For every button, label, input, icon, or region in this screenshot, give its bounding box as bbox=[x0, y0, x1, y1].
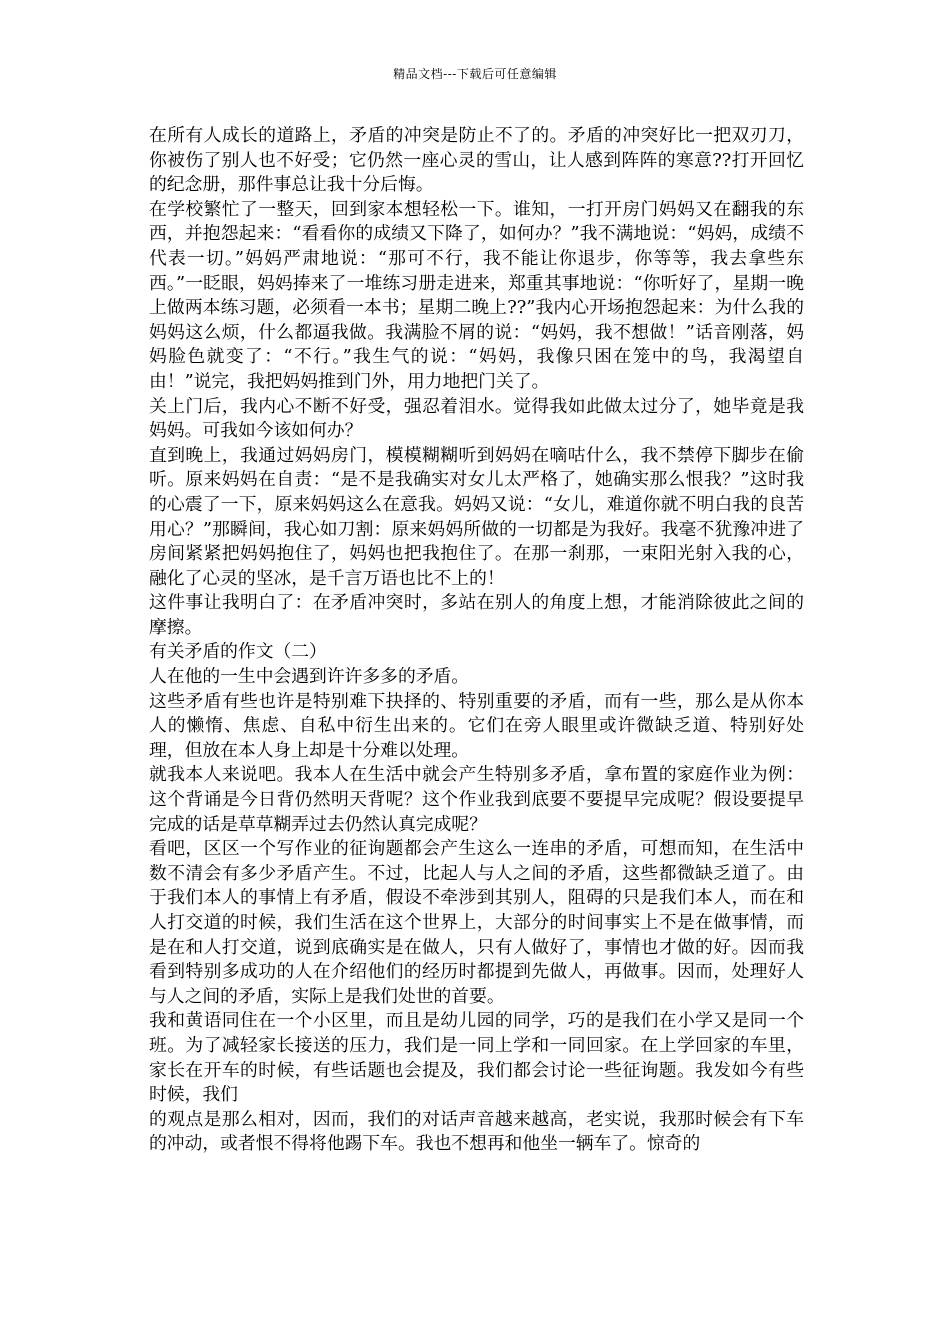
page-header: 精品文档---下载后可任意编辑 bbox=[393, 67, 557, 81]
paragraph: 关上门后，我内心不断不好受，强忍着泪水。觉得我如此做太过分了，她毕竟是我妈妈。可我如今该如何办？ bbox=[149, 395, 804, 442]
paragraph: 看吧，区区一个写作业的征询题都会产生这么一连串的矛盾，可想而知，在生活中数不清会有多少矛盾产生。不过，比起人与人之间的矛盾，这些都微缺乏道了。由于我们本人的事情上有矛盾，假设不牵涉到其别人，阻碍的只是我们本人，而在和人打交道的时候，我们生活在这个世界上，大部分的时间事实上不是在做事情，而是在和人打交道，说到底确实是在做人，只有人做好了，事情也才做的好。因而我看到特别多成功的人在介绍他们的经历时都提到先做人，再做事。因而，处理好人与人之间的矛盾，实际上是我们处世的首要。 bbox=[149, 838, 804, 1007]
paragraph: 人在他的一生中会遇到许许多多的矛盾。 bbox=[149, 666, 470, 688]
section-heading: 有关矛盾的作文（二） bbox=[149, 641, 327, 663]
paragraph: 直到晚上，我通过妈妈房门，模模糊糊听到妈妈在嘀咕什么，我不禁停下脚步在偷听。原来妈妈在自责：“是不是我确实对女儿太严格了，她确实那么恨我？”这时我的心震了一下，原来妈妈这么在意我。妈妈又说：“女儿，难道你就不明白我的良苦用心？”那瞬间，我心如刀割：原来妈妈所做的一切都是为我好。我毫不犹豫冲进了房间紧紧把妈妈抱住了，妈妈也把我抱住了。在那一刹那，一束阳光射入我的心，融化了心灵的坚冰，是千言万语也比不上的！ bbox=[149, 444, 804, 589]
document-body bbox=[149, 124, 804, 1157]
paragraph: 在所有人成长的道路上，矛盾的冲突是防止不了的。矛盾的冲突好比一把双刃刀，你被伤了别人也不好受；它仍然一座心灵的雪山，让人感到阵阵的寒意??打开回忆的纪念册，那件事总让我十分后悔。 bbox=[149, 125, 804, 196]
paragraph: 就我本人来说吧。我本人在生活中就会产生特别多矛盾，拿布置的家庭作业为例：这个背诵是今日背仍然明天背呢？这个作业我到底要不要提早完成呢？假设要提早完成的话是草草糊弄过去仍然认真完成呢？ bbox=[149, 764, 804, 835]
paragraph: 我和黄语同住在一个小区里，而且是幼儿园的同学，巧的是我们在小学又是同一个班。为了减轻家长接送的压力，我们是一同上学和一同回家。在上学回家的车里，家长在开车的时候，有些话题也会提及，我们都会讨论一些征询题。我发如今有些时候，我们 bbox=[149, 1010, 804, 1106]
paragraph: 这件事让我明白了：在矛盾冲突时，多站在别人的角度上想，才能消除彼此之间的摩擦。 bbox=[149, 592, 804, 638]
paragraph: 在学校繁忙了一整天，回到家本想轻松一下。谁知，一打开房门妈妈又在翻我的东西，并抱怨起来：“看看你的成绩又下降了，如何办？”我不满地说：“妈妈，成绩不代表一切。”妈妈严肃地说：“那可不行，我不能让你退步，你等等，我去拿些东西。”一眨眼，妈妈捧来了一堆练习册走进来，郑重其事地说：“你听好了，星期一晚上做两本练习题，必须看一本书；星期二晚上??”我内心开场抱怨起来：为什么我的妈妈这么烦，什么都逼我做。我满脸不屑的说：“妈妈，我不想做！”话音刚落，妈妈脸色就变了：“不行。”我生气的说：“妈妈，我像只困在笼中的鸟，我渴望自由！”说完，我把妈妈推到门外，用力地把门关了。 bbox=[149, 198, 804, 392]
paragraph: 这些矛盾有些也许是特别难下抉择的、特别重要的矛盾，而有一些，那么是从你本人的懒惰、焦虑、自私中衍生出来的。它们在旁人眼里或许微缺乏道、特别好处理，但放在本人身上却是十分难以处理。 bbox=[149, 690, 804, 761]
paragraph: 的观点是那么相对，因而，我们的对话声音越来越高，老实说，我那时候会有下车的冲动，或者恨不得将他踢下车。我也不想再和他坐一辆车了。惊奇的 bbox=[149, 1108, 804, 1155]
